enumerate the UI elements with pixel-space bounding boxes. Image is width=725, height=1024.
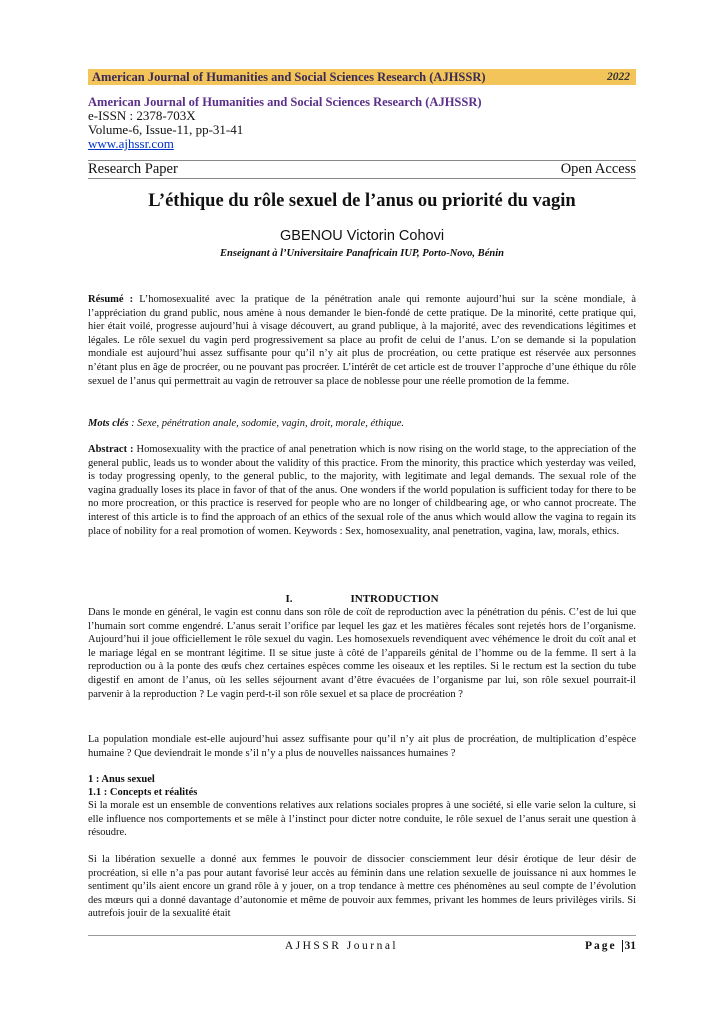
intro-paragraph-1: Dans le monde en général, le vagin est connu dans son rôle de coït de reproduction avec la pénétration du pénis. C’est de lui que l’humain sort comme engendré. L’anus serait l’orifice par lequel les gaz et les matières fécales sont rejetés hors de l’organisme. Aujourd’hui il joue officiellement le rôle sexuel du vagin. Les homosexuels revendiquent avec véhémence le droit du coït anal et le mariage légal en se montrant légitime. Il se situe juste à côté de l’appareils génital de l’homme ou de la femme. Il sert à la reproduction ou à la ponte des œufs chez certaines espèces comme les oiseaux et les reptiles. Si le rectum est la section du tube digestif en amont de l’anus, où les selles séjournent avant d’être évacuées de l’organisme par lui, son rôle sexuel pourrait-il parvenir à la reproduction ? Le vagin perd-t-il son rôle sexuel et sa place de procréation ? [88,607,636,700]
abstract-paragraph [88,443,636,538]
resume-label: Résumé : [88,294,134,305]
footer-page [585,940,636,952]
author-affiliation: Enseignant à l’Universitaire Panafricain IUP, Porto-Novo, Bénin [220,248,504,259]
section-title: INTRODUCTION [350,593,439,605]
keywords-fr-text: : Sexe, pénétration anale, sodomie, vagin, droit, morale, éthique. [128,418,405,429]
footer-divider [88,935,636,936]
resume-paragraph [88,293,636,388]
intro-paragraph-2: La population mondiale est-elle aujourd’hui assez suffisante pour qu’il n’y ait plus de procréation, de multiplication d’espèce humaine ? Que deviendrait le monde s’il n’y a plus de nouvelles naissances humaines ? [88,734,636,759]
article-title: L’éthique du rôle sexuel de l’anus ou priorité du vagin [148,191,576,211]
journal-header-band [88,69,636,85]
keywords-fr [88,417,636,431]
page-number: 31 [622,940,637,952]
subheading-anus-sexuel: 1 : Anus sexuel [88,774,155,785]
keywords-fr-label: Mots clés [88,418,129,429]
journal-meta [88,95,636,151]
issn: e-ISSN : 2378-703X [88,108,196,123]
body-paragraph-4: Si la libération sexuelle a donné aux femmes le pouvoir de dissocier consciemment leur désir érotique de leur désir de procréation, si elle n’a pas pour autant favorisé leur accès au féminin dans une relation sexuelle de jouissance ni aux hommes le sentiment qu’ils aient encore un grand rôle à y jouer, on a trop tendance à mettre ces phénomènes au seul compte de l’évolution des mœurs qui a donné davantage d’autonomie et même de pouvoir aux femmes, privant les hommes de leurs privilèges virils. Si autrefois jouir de la sexualité était [88,854,636,920]
journal-band-title: American Journal of Humanities and Social Sciences Research (AJHSSR) [92,69,486,84]
section-heading [88,593,636,605]
resume-text: L’homosexualité avec la pratique de la pénétration anale qui remonte aujourd’hui sur la scène mondiale, à l’appréciation du grand public, nous amène à nous demander le bien-fondé de cette pratique. De la minorité, cette pratique qui, hier était voilé, progresse aujourd’hui à visage découvert, au grand publique, à la majorité, avec des revendications légitimes et légales. Le rôle sexuel du vagin perd progressivement sa place au profit de celui de l’anus. L’on se demande si la population mondiale est aujourd’hui assez suffisante pour qu’il n’y ait plus de procréation, ou cette pratique est réservée aux personnes n’étant plus en âge de procréer, ou ne pouvant pas procréer. L’intérêt de cet article est de trouver l’approche d’une éthique du rôle sexuel de l’anus qui permettrait au vagin de retrouver sa place de noblesse pour une réelle promotion de la femme. [88,294,637,387]
article-type-bar [88,160,636,179]
journal-title: American Journal of Humanities and Social Sciences Research (AJHSSR) [88,95,482,109]
abstract-text: Homosexuality with the practice of anal penetration which is now rising on the world stage, to the appreciation of the general public, leads us to wonder about the validity of this practice. From the minority, this practice which yesterday was veiled, is today progressing openly, to the general public, to the majority, with legitimate and legal demands. The sexual role of the vagina gradually loses its place in favor of that of the anus. One wonders if the world population is sufficient today for there to be no more procreation, or this practice is reserved for people who are no longer of childbearing age, or who cannot procreate. The interest of this article is to find the approach of an ethics of the sexual role of the anus which would allow the vagina to regain its place of nobility for a real promotion of women. Keywords : Sex, homosexuality, anal penetration, vagina, law, morals, ethics. [88,444,636,537]
article-author: GBENOU Victorin Cohovi [279,228,445,244]
abstract-label: Abstract : [88,444,134,455]
subheading-concepts: 1.1 : Concepts et réalités [88,787,198,798]
journal-link[interactable]: www.ajhssr.com [88,136,174,151]
journal-year: 2022 [607,71,630,83]
page-footer [88,940,636,952]
section-number: I. [285,593,293,605]
article-type: Research Paper [88,161,178,177]
body-paragraph-3: Si la morale est un ensemble de conventions relatives aux relations sociales propres à une société, si elle varie selon la culture, si elle influence nos comportements et se mêle à l’instinct pour dicter notre conduite, le rôle sexuel de l’anus serait une question à résoudre. [88,800,636,839]
footer-page-label: Page [584,940,617,952]
footer-journal: AJHSSR Journal [284,940,399,952]
volume-info: Volume-6, Issue-11, pp-31-41 [88,122,244,137]
access-type: Open Access [560,161,636,177]
